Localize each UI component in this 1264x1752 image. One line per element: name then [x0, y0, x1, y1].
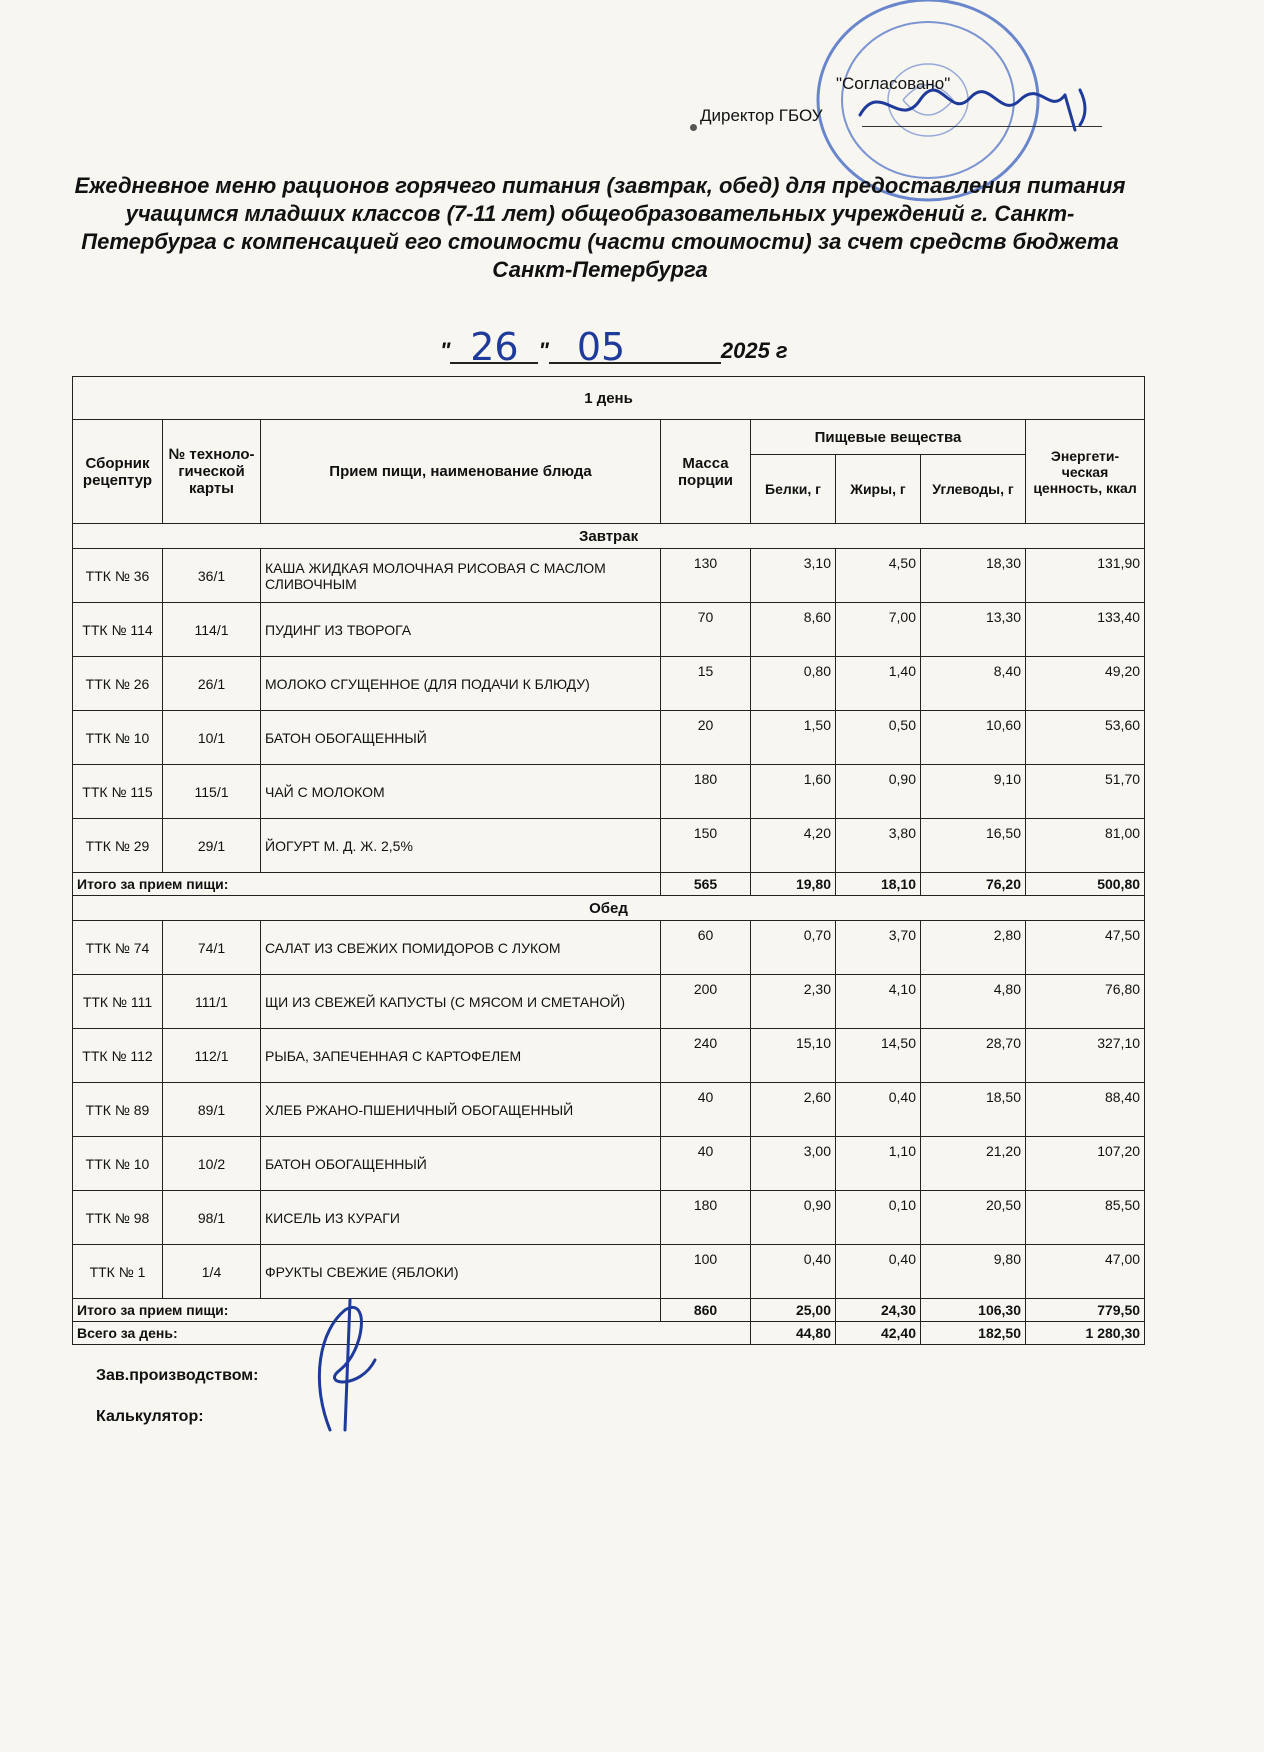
portion-mass: 15: [661, 657, 751, 711]
portion-mass: 40: [661, 1083, 751, 1137]
dish-name: РЫБА, ЗАПЕЧЕННАЯ С КАРТОФЕЛЕМ: [261, 1029, 661, 1083]
carbs-value: 28,70: [921, 1029, 1026, 1083]
fat-value: 4,10: [836, 975, 921, 1029]
energy-value: 133,40: [1026, 603, 1145, 657]
dish-name: ЙОГУРТ М. Д. Ж. 2,5%: [261, 819, 661, 873]
energy-value: 327,10: [1026, 1029, 1145, 1083]
energy-value: 107,20: [1026, 1137, 1145, 1191]
table-row: [73, 549, 1145, 603]
director-signature: [850, 70, 1110, 140]
tech-card-number: 74/1: [163, 921, 261, 975]
energy-value: 47,50: [1026, 921, 1145, 975]
table-row: [73, 765, 1145, 819]
section-lunch: Обед: [73, 896, 1145, 921]
tech-card-number: 111/1: [163, 975, 261, 1029]
fat-value: 0,90: [836, 765, 921, 819]
carbs-value: 2,80: [921, 921, 1026, 975]
protein-value: 2,60: [751, 1083, 836, 1137]
dish-name: ХЛЕБ РЖАНО-ПШЕНИЧНЫЙ ОБОГАЩЕННЫЙ: [261, 1083, 661, 1137]
recipe-collection: ТТК № 89: [73, 1083, 163, 1137]
date-day: 26: [450, 332, 538, 364]
energy-value: 85,50: [1026, 1191, 1145, 1245]
approval-block: [700, 70, 1120, 130]
day-total-energy: 1 280,30: [1026, 1322, 1145, 1345]
tech-card-number: 115/1: [163, 765, 261, 819]
tech-card-number: 26/1: [163, 657, 261, 711]
dish-name: КИСЕЛЬ ИЗ КУРАГИ: [261, 1191, 661, 1245]
header-card: № техноло-гической карты: [163, 420, 261, 524]
portion-mass: 60: [661, 921, 751, 975]
lunch-rows: [73, 921, 1145, 1299]
lunch-total-label: Итого за прием пищи:: [73, 1299, 661, 1322]
portion-mass: 150: [661, 819, 751, 873]
day-total-label: Всего за день:: [73, 1322, 751, 1345]
ink-dot: [690, 124, 697, 131]
carbs-value: 4,80: [921, 975, 1026, 1029]
table-row: [73, 975, 1145, 1029]
protein-value: 3,10: [751, 549, 836, 603]
dish-name: БАТОН ОБОГАЩЕННЫЙ: [261, 1137, 661, 1191]
portion-mass: 180: [661, 1191, 751, 1245]
recipe-collection: ТТК № 10: [73, 711, 163, 765]
lunch-total-fat: 24,30: [836, 1299, 921, 1322]
protein-value: 0,90: [751, 1191, 836, 1245]
recipe-collection: ТТК № 26: [73, 657, 163, 711]
breakfast-total-label: Итого за прием пищи:: [73, 873, 661, 896]
table-row: [73, 921, 1145, 975]
carbs-value: 18,30: [921, 549, 1026, 603]
day-total-carbs: 182,50: [921, 1322, 1026, 1345]
fat-value: 0,50: [836, 711, 921, 765]
carbs-value: 9,10: [921, 765, 1026, 819]
tech-card-number: 36/1: [163, 549, 261, 603]
energy-value: 49,20: [1026, 657, 1145, 711]
fat-value: 14,50: [836, 1029, 921, 1083]
fat-value: 7,00: [836, 603, 921, 657]
table-row: [73, 1137, 1145, 1191]
protein-value: 0,40: [751, 1245, 836, 1299]
director-label: Директор ГБОУ: [700, 106, 823, 125]
tech-card-number: 114/1: [163, 603, 261, 657]
section-breakfast: Завтрак: [73, 524, 1145, 549]
energy-value: 51,70: [1026, 765, 1145, 819]
portion-mass: 100: [661, 1245, 751, 1299]
carbs-value: 20,50: [921, 1191, 1026, 1245]
tech-card-number: 1/4: [163, 1245, 261, 1299]
carbs-value: 18,50: [921, 1083, 1026, 1137]
protein-value: 0,70: [751, 921, 836, 975]
fat-value: 4,50: [836, 549, 921, 603]
recipe-collection: ТТК № 29: [73, 819, 163, 873]
protein-value: 15,10: [751, 1029, 836, 1083]
tech-card-number: 112/1: [163, 1029, 261, 1083]
fat-value: 1,10: [836, 1137, 921, 1191]
lunch-total-mass: 860: [661, 1299, 751, 1322]
portion-mass: 180: [661, 765, 751, 819]
fat-value: 3,70: [836, 921, 921, 975]
energy-value: 76,80: [1026, 975, 1145, 1029]
energy-value: 88,40: [1026, 1083, 1145, 1137]
tech-card-number: 10/1: [163, 711, 261, 765]
breakfast-total-fat: 18,10: [836, 873, 921, 896]
portion-mass: 200: [661, 975, 751, 1029]
lunch-total-energy: 779,50: [1026, 1299, 1145, 1322]
day-total-fat: 42,40: [836, 1322, 921, 1345]
protein-value: 1,50: [751, 711, 836, 765]
day-label: 1 день: [73, 377, 1145, 420]
portion-mass: 20: [661, 711, 751, 765]
lunch-total-carbs: 106,30: [921, 1299, 1026, 1322]
energy-value: 53,60: [1026, 711, 1145, 765]
recipe-collection: ТТК № 112: [73, 1029, 163, 1083]
protein-value: 0,80: [751, 657, 836, 711]
dish-name: ФРУКТЫ СВЕЖИЕ (ЯБЛОКИ): [261, 1245, 661, 1299]
energy-value: 81,00: [1026, 819, 1145, 873]
header-fat: Жиры, г: [836, 455, 921, 524]
recipe-collection: ТТК № 1: [73, 1245, 163, 1299]
recipe-collection: ТТК № 111: [73, 975, 163, 1029]
table-row: [73, 603, 1145, 657]
table-row: [73, 711, 1145, 765]
breakfast-total-protein: 19,80: [751, 873, 836, 896]
portion-mass: 240: [661, 1029, 751, 1083]
table-row: [73, 1191, 1145, 1245]
date-month: 05: [549, 332, 721, 364]
carbs-value: 16,50: [921, 819, 1026, 873]
protein-value: 8,60: [751, 603, 836, 657]
header-nutrients: Пищевые вещества: [751, 420, 1026, 455]
dish-name: ПУДИНГ ИЗ ТВОРОГА: [261, 603, 661, 657]
tech-card-number: 98/1: [163, 1191, 261, 1245]
carbs-value: 9,80: [921, 1245, 1026, 1299]
protein-value: 4,20: [751, 819, 836, 873]
dish-name: КАША ЖИДКАЯ МОЛОЧНАЯ РИСОВАЯ С МАСЛОМ СЛИВОЧНЫМ: [261, 549, 661, 603]
carbs-value: 8,40: [921, 657, 1026, 711]
recipe-collection: ТТК № 115: [73, 765, 163, 819]
page-title: Ежедневное меню рационов горячего питания (завтрак, обед) для предоставления питания учащимся младших классов (7-11 лет) общеобразовательных учреждений г. Санкт-Петербурга с компенсацией его стоимости (части стоимости) за счет средств бюджета Санкт-Петербурга: [74, 173, 1126, 282]
carbs-value: 21,20: [921, 1137, 1026, 1191]
energy-value: 47,00: [1026, 1245, 1145, 1299]
energy-value: 131,90: [1026, 549, 1145, 603]
production-manager-label: Зав.производством:: [96, 1367, 259, 1384]
table-row: [73, 1029, 1145, 1083]
tech-card-number: 10/2: [163, 1137, 261, 1191]
dish-name: САЛАТ ИЗ СВЕЖИХ ПОМИДОРОВ С ЛУКОМ: [261, 921, 661, 975]
fat-value: 1,40: [836, 657, 921, 711]
protein-value: 1,60: [751, 765, 836, 819]
breakfast-total-energy: 500,80: [1026, 873, 1145, 896]
calculator-label: Калькулятор:: [96, 1408, 204, 1425]
carbs-value: 10,60: [921, 711, 1026, 765]
protein-value: 3,00: [751, 1137, 836, 1191]
header-dish: Прием пищи, наименование блюда: [261, 420, 661, 524]
recipe-collection: ТТК № 114: [73, 603, 163, 657]
breakfast-total-mass: 565: [661, 873, 751, 896]
header-carbs: Углеводы, г: [921, 455, 1026, 524]
fat-value: 3,80: [836, 819, 921, 873]
dish-name: МОЛОКО СГУЩЕННОЕ (ДЛЯ ПОДАЧИ К БЛЮДУ): [261, 657, 661, 711]
production-signature: [290, 1290, 400, 1440]
fat-value: 0,40: [836, 1083, 921, 1137]
dish-name: ЧАЙ С МОЛОКОМ: [261, 765, 661, 819]
table-row: [73, 1245, 1145, 1299]
date-line: " 26 " 05 2025 г: [440, 325, 788, 369]
header-protein: Белки, г: [751, 455, 836, 524]
table-row: [73, 1083, 1145, 1137]
fat-value: 0,10: [836, 1191, 921, 1245]
date-year: 2025 г: [720, 338, 788, 363]
header-collection: Сборник рецептур: [73, 420, 163, 524]
dish-name: БАТОН ОБОГАЩЕННЫЙ: [261, 711, 661, 765]
header-energy: Энергети-ческая ценность, ккал: [1026, 420, 1145, 524]
header-mass: Масса порции: [661, 420, 751, 524]
fat-value: 0,40: [836, 1245, 921, 1299]
protein-value: 2,30: [751, 975, 836, 1029]
breakfast-total-carbs: 76,20: [921, 873, 1026, 896]
table-row: [73, 657, 1145, 711]
recipe-collection: ТТК № 98: [73, 1191, 163, 1245]
menu-table: [72, 376, 1145, 1345]
dish-name: ЩИ ИЗ СВЕЖЕЙ КАПУСТЫ (С МЯСОМ И СМЕТАНОЙ): [261, 975, 661, 1029]
recipe-collection: ТТК № 36: [73, 549, 163, 603]
carbs-value: 13,30: [921, 603, 1026, 657]
tech-card-number: 89/1: [163, 1083, 261, 1137]
table-row: [73, 819, 1145, 873]
recipe-collection: ТТК № 10: [73, 1137, 163, 1191]
portion-mass: 40: [661, 1137, 751, 1191]
tech-card-number: 29/1: [163, 819, 261, 873]
breakfast-rows: [73, 549, 1145, 873]
lunch-total-protein: 25,00: [751, 1299, 836, 1322]
agreed-label: "Согласовано": [836, 74, 951, 93]
recipe-collection: ТТК № 74: [73, 921, 163, 975]
portion-mass: 130: [661, 549, 751, 603]
portion-mass: 70: [661, 603, 751, 657]
day-total-protein: 44,80: [751, 1322, 836, 1345]
